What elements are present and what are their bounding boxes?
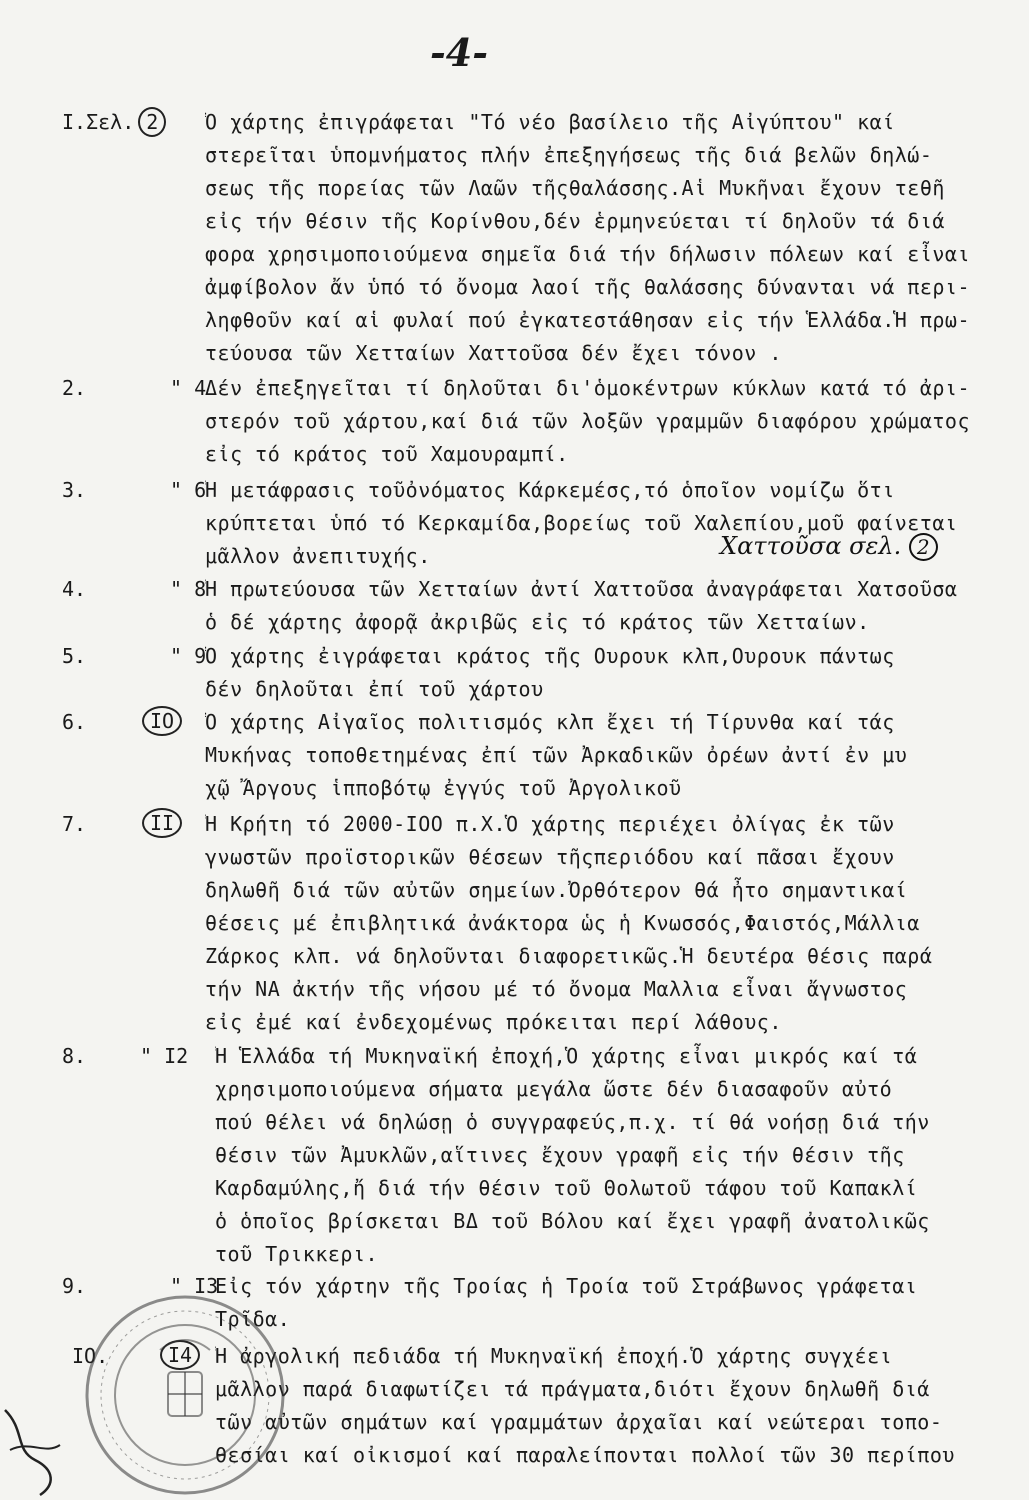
text-line: τῶν αὐτῶν σημάτων καί γραμμάτων ἀρχαῖαι καί νεώτεραι τοπο-	[215, 1410, 943, 1434]
page-ref: II	[142, 808, 182, 838]
entry-number-label: 2.	[62, 376, 87, 400]
text-line: στερόν τοῦ χάρτου,καί διά τῶν λοξῶν γραμμῶν διαφόρου χρώματος	[205, 409, 971, 433]
page-ref: " 9	[170, 644, 207, 668]
text-line: Ἡ ἀργολική πεδιάδα τή Μυκηναϊκή ἐποχή.Ὁ χάρτης συγχέει	[215, 1344, 893, 1368]
page-ref: " I2	[140, 1044, 189, 1068]
handwritten-margin-note	[720, 532, 938, 560]
entry-number	[62, 372, 207, 405]
text-line: δηλωθῆ διά τῶν αὐτῶν σημείων.Ὀρθότερον θά ἦτο σημαντικαί	[205, 878, 908, 902]
entry-number	[62, 106, 182, 139]
text-line: γνωστῶν προϊστορικῶν θέσεων τῆςπεριόδου καί πᾶσαι ἔχουν	[205, 845, 895, 869]
text-line: εἰς τήν θέσιν τῆς Κορίνθου,δέν ἑρμηνεύεται τί δηλοῦν τά διά	[205, 209, 945, 233]
text-line: δέν δηλοῦται ἐπί τοῦ χάρτου	[205, 677, 544, 701]
entry-number	[62, 1040, 189, 1073]
page-ref: " I3	[170, 1274, 219, 1298]
page-ref: I4	[160, 1340, 200, 1370]
entry-text	[215, 1340, 1025, 1472]
entry-number	[62, 706, 182, 739]
entry-number-label: 4.	[62, 577, 87, 601]
text-line: Ἡ Ἑλλάδα τή Μυκηναϊκή ἐποχή,Ὁ χάρτης εἶναι μικρός καί τά	[215, 1044, 918, 1068]
entry-text	[215, 1270, 1025, 1336]
text-line: τήν ΝΑ ἀκτήν τῆς νήσου μέ τό ὄνομα Μαλλια εἶναι ἄγνωστος	[205, 977, 908, 1001]
page-ref: " 6	[170, 478, 207, 502]
text-line: θέσιν τῶν Ἀμυκλῶν,αἵτινες ἔχουν γραφῆ εἰς τήν θέσιν τῆς	[215, 1143, 905, 1167]
text-line: φορα χρησιμοποιούμενα σημεῖα διά τήν δήλωσιν πόλεων καί εἶναι	[205, 242, 971, 266]
entry-text	[205, 372, 1015, 471]
text-line: Ἡ Κρήτη τό 2000-IOO π.Χ.Ὁ χάρτης περιέχει ὀλίγας ἐκ τῶν	[205, 812, 895, 836]
entry-text	[205, 640, 1015, 706]
entry-number-label: IO.	[72, 1344, 109, 1368]
entry-number-label: 6.	[62, 710, 87, 734]
text-line: Μυκήνας τοποθετημένας ἐπί τῶν Ἀρκαδικῶν ὀρέων ἀντί ἐν μυ	[205, 743, 908, 767]
handwritten-scribble-icon	[0, 1390, 70, 1500]
page-ref: " 8	[170, 577, 207, 601]
text-line: θέσεις μέ ἐπιβλητικά ἀνάκτορα ὡς ἡ Κνωσσός,Φαιστός,Μάλλια	[205, 911, 920, 935]
text-line: Ὁ χάρτης Αἰγαῖος πολιτισμός κλπ ἔχει τή Τίρυνθα καί τάς	[205, 710, 895, 734]
entry-number-label: I.Σελ.	[62, 110, 135, 134]
text-line: χῷ Ἄργους ἱπποβότῳ ἐγγύς τοῦ Ἀργολικοῦ	[205, 776, 682, 800]
text-line: Ἡ πρωτεύουσα τῶν Χετταίων ἀντί Χαττοῦσα ἀναγράφεται Χατσοῦσα	[205, 577, 958, 601]
page-ref: " 4	[170, 376, 207, 400]
text-line: ληφθοῦν καί αἱ φυλαί πού ἐγκατεστάθησαν εἰς τήν Ἑλλάδα.Ἡ πρω-	[205, 308, 971, 332]
text-line: σεως τῆς πορείας τῶν Λαῶν τῆςθαλάσσης.Αἱ Μυκῆναι ἔχουν τεθῆ	[205, 176, 945, 200]
entry-number-label: 5.	[62, 644, 87, 668]
text-line: Καρδαμύλης,ἤ διά τήν θέσιν τοῦ Θολωτοῦ τάφου τοῦ Καπακλί	[215, 1176, 918, 1200]
text-line: εἰς ἐμέ καί ἐνδεχομένως πρόκειται περί λάθους.	[205, 1010, 782, 1034]
text-line: ὁ ὁποῖος βρίσκεται ΒΔ τοῦ Βόλου καί ἔχει γραφῆ ἀνατολικῶς	[215, 1209, 930, 1233]
entry-number-label: 8.	[62, 1044, 87, 1068]
page-number: -4-	[430, 30, 488, 75]
entry-text	[205, 706, 1015, 805]
text-line: Ὁ χάρτης ἐιγράφεται κράτος τῆς Ουρουκ κλπ,Ουρουκ πάντως	[205, 644, 895, 668]
text-line: μᾶλλον παρά διαφωτίζει τά πράγματα,διότι ἔχουν δηλωθῆ διά	[215, 1377, 930, 1401]
text-line: Ἡ μετάφρασις τοῦὀνόματος Κάρκεμέσς,τό ὁποῖον νομίζω ὅτι	[205, 478, 895, 502]
entry-number	[62, 640, 207, 673]
text-line: πού θέλει νά δηλώσῃ ὁ συγγραφεύς,π.χ. τί θά νοήσῃ διά τήν	[215, 1110, 930, 1134]
entry-text	[215, 1040, 1025, 1271]
text-line: στερεῖται ὑπομνήματος πλήν ἐπεξηγήσεως τῆς διά βελῶν δηλώ-	[205, 143, 933, 167]
text-line: ἀμφίβολον ἄν ὑπό τό ὄνομα λαοί τῆς θαλάσσης δύνανται νά περι-	[205, 275, 971, 299]
entry-number	[62, 474, 207, 507]
text-line: ὁ δέ χάρτης ἀφορᾷ ἀκριβῶς εἰς τό κράτος τῶν Χετταίων.	[205, 610, 870, 634]
entry-text	[205, 808, 1015, 1039]
entry-text	[205, 106, 1015, 370]
page-ref: IO	[142, 706, 182, 736]
entry-number-label: 3.	[62, 478, 87, 502]
text-line: θεσίαι καί οἰκισμοί καί παραλείπονται πολλοί τῶν 30 περίπου	[215, 1443, 955, 1467]
entry-number	[62, 573, 207, 606]
official-stamp-icon	[80, 1290, 290, 1500]
entry-text	[205, 573, 1015, 639]
margin-note-ref: 2	[909, 533, 938, 561]
text-line: Εἰς τόν χάρτην τῆς Τροίας ἡ Τροία τοῦ Στράβωνος γράφεται	[215, 1274, 918, 1298]
entry-number	[62, 808, 182, 841]
text-line: τοῦ Τρικκερι.	[215, 1242, 379, 1266]
entry-number-label: 7.	[62, 812, 87, 836]
text-line: χρησιμοποιούμενα σήματα μεγάλα ὥστε δέν διασαφοῦν αὐτό	[215, 1077, 893, 1101]
entry-number-label: 9.	[62, 1274, 87, 1298]
text-line: τεύουσα τῶν Χετταίων Χαττοῦσα δέν ἔχει τόνον .	[205, 341, 782, 365]
text-line: μᾶλλον ἀνεπιτυχής.	[205, 544, 431, 568]
text-line: Δέν ἐπεξηγεῖται τί δηλοῦται δι'ὁμοκέντρων κύκλων κατά τό ἀρι-	[205, 376, 971, 400]
text-line: Ζάρκος κλπ. νά δηλοῦνται διαφορετικῶς.Ἡ δευτέρα θέσις παρά	[205, 944, 933, 968]
margin-note-text: Χαττοῦσα σελ.	[720, 532, 902, 560]
text-line: Ὁ χάρτης ἐπιγράφεται "Τό νέο βασίλειο τῆς Αἰγύπτου" καί	[205, 110, 895, 134]
text-line: εἰς τό κράτος τοῦ Χαμουραμπί.	[205, 442, 569, 466]
text-line: κρύπτεται ὑπό τό Κερκαμίδα,βορείως τοῦ Χαλεπίου,μοῦ φαίνεται	[205, 511, 958, 535]
text-line: Τρῖδα.	[215, 1307, 291, 1331]
page-ref: 2	[138, 107, 166, 137]
